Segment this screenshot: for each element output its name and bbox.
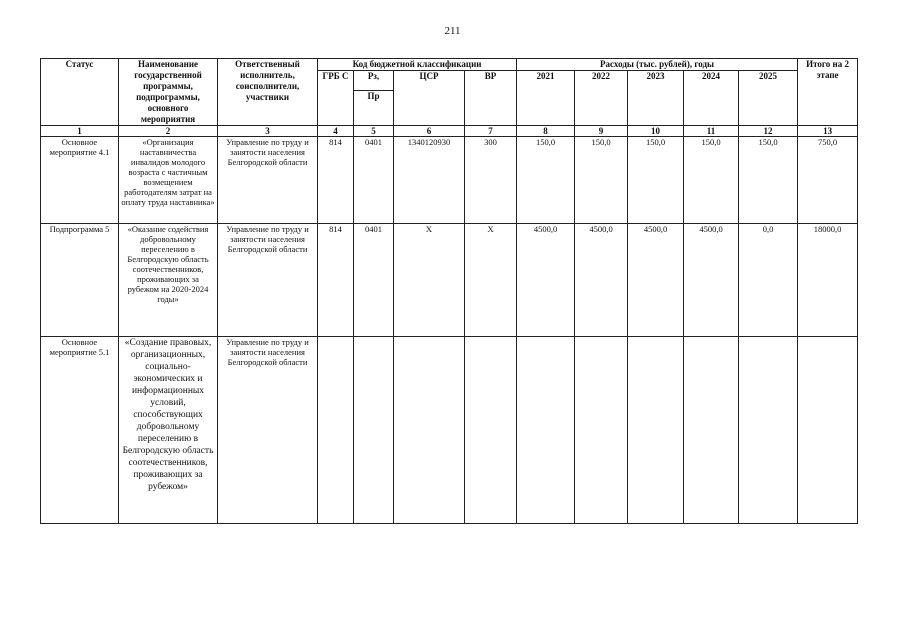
- table-row: [41, 337, 858, 524]
- row-vr: 300: [465, 137, 517, 224]
- row-value-2025: 0,0: [739, 224, 798, 337]
- row-value-2023: 150,0: [628, 137, 684, 224]
- row-value-2024: 4500,0: [684, 224, 739, 337]
- header-status: Статус: [41, 59, 119, 126]
- column-number: 6: [394, 126, 465, 137]
- column-number: 9: [575, 126, 628, 137]
- column-number: 2: [119, 126, 218, 137]
- row-rz-pr: 0401: [354, 137, 394, 224]
- row-responsible: Управление по труду и занятости населения Белгородской области: [218, 337, 318, 524]
- row-name: «Создание правовых, организационных, социально-экономических и информационных условий, способствующих добровольному переселению в Белгородскую область соотечественников, проживающих за рубежом»: [119, 337, 218, 524]
- header-responsible: Ответственный исполнитель, соисполнители, участники: [218, 59, 318, 126]
- column-number: 12: [739, 126, 798, 137]
- row-total: [798, 337, 858, 524]
- header-csr: ЦСР: [394, 71, 465, 126]
- row-rz-pr: [354, 337, 394, 524]
- column-number: 11: [684, 126, 739, 137]
- row-value-2024: [684, 337, 739, 524]
- header-year-2022: 2022: [575, 71, 628, 126]
- header-year-2024: 2024: [684, 71, 739, 126]
- row-value-2025: [739, 337, 798, 524]
- header-rz: Рз,: [354, 71, 394, 91]
- row-csr: Х: [394, 224, 465, 337]
- row-value-2021: 4500,0: [517, 224, 575, 337]
- row-value-2023: 4500,0: [628, 224, 684, 337]
- row-grbs: 814: [318, 224, 354, 337]
- row-grbs: 814: [318, 137, 354, 224]
- row-value-2021: [517, 337, 575, 524]
- header-year-2023: 2023: [628, 71, 684, 126]
- budget-table: [40, 58, 858, 524]
- column-number: 8: [517, 126, 575, 137]
- header-total: Итого на 2 этапе: [798, 59, 858, 126]
- column-number: 5: [354, 126, 394, 137]
- row-value-2022: 4500,0: [575, 224, 628, 337]
- row-csr: 1340120930: [394, 137, 465, 224]
- header-budget-code: Код бюджетной классификации: [318, 59, 517, 71]
- row-status: Основное мероприятие 4.1: [41, 137, 119, 224]
- header-year-2025: 2025: [739, 71, 798, 126]
- row-vr: [465, 337, 517, 524]
- table-row: [41, 137, 858, 224]
- column-number-row: [41, 126, 858, 137]
- row-rz-pr: 0401: [354, 224, 394, 337]
- row-value-2021: 150,0: [517, 137, 575, 224]
- row-value-2022: 150,0: [575, 137, 628, 224]
- row-csr: [394, 337, 465, 524]
- column-number: 3: [218, 126, 318, 137]
- column-number: 1: [41, 126, 119, 137]
- header-vr: ВР: [465, 71, 517, 126]
- row-name: «Организация наставничества инвалидов молодого возраста с частичным возмещением работодателям затрат на оплату труда наставника»: [119, 137, 218, 224]
- header-pr: Пр: [354, 91, 394, 126]
- page-number: 211: [444, 25, 461, 37]
- row-name: «Оказание содействия добровольному переселению в Белгородскую область соотечественников, проживающих за рубежом на 2020-2024 годы»: [119, 224, 218, 337]
- row-responsible: Управление по труду и занятости населения Белгородской области: [218, 137, 318, 224]
- row-total: 750,0: [798, 137, 858, 224]
- row-grbs: [318, 337, 354, 524]
- row-responsible: Управление по труду и занятости населения Белгородской области: [218, 224, 318, 337]
- row-total: 18000,0: [798, 224, 858, 337]
- row-status: Основное мероприятие 5.1: [41, 337, 119, 524]
- row-value-2025: 150,0: [739, 137, 798, 224]
- table-row: [41, 224, 858, 337]
- column-number: 7: [465, 126, 517, 137]
- row-vr: Х: [465, 224, 517, 337]
- column-number: 10: [628, 126, 684, 137]
- header-grbs: ГРБ С: [318, 71, 354, 126]
- header-expenses: Расходы (тыс. рублей), годы: [517, 59, 798, 71]
- column-number: 4: [318, 126, 354, 137]
- row-value-2023: [628, 337, 684, 524]
- row-value-2022: [575, 337, 628, 524]
- column-number: 13: [798, 126, 858, 137]
- row-status: Подпрограмма 5: [41, 224, 119, 337]
- header-name: Наименование государственной программы, подпрограммы, основного мероприятия: [119, 59, 218, 126]
- row-value-2024: 150,0: [684, 137, 739, 224]
- header-row: [41, 59, 858, 71]
- header-year-2021: 2021: [517, 71, 575, 126]
